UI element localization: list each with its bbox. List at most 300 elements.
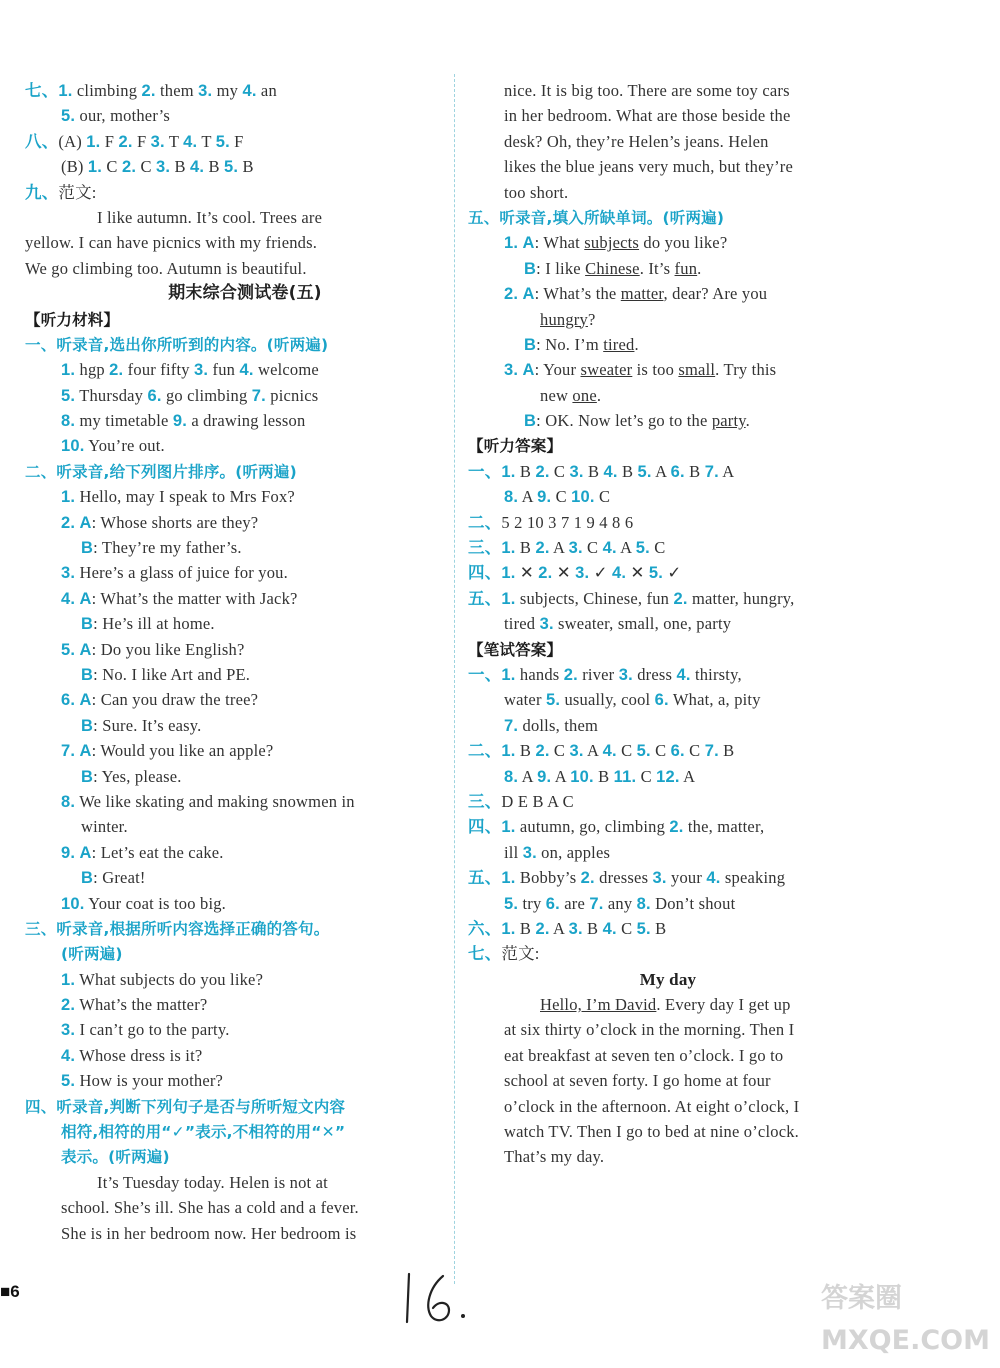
text-line bbox=[468, 992, 868, 1017]
text-segment: Here’s a glass of juice for you. bbox=[75, 563, 288, 583]
text-segment: B bbox=[593, 766, 614, 786]
text-line bbox=[25, 586, 445, 611]
item-number: 10. bbox=[61, 437, 85, 456]
item-number: A bbox=[522, 234, 535, 253]
text-line bbox=[25, 840, 445, 865]
text-segment: C bbox=[636, 766, 657, 786]
text-line bbox=[468, 941, 868, 966]
text-segment: C bbox=[649, 538, 666, 558]
text-segment: . bbox=[634, 334, 639, 354]
text-segment: sweater, small, one, party bbox=[553, 614, 732, 634]
text-segment: . bbox=[745, 411, 750, 431]
item-number: 四、 bbox=[468, 564, 502, 583]
item-number: 4. bbox=[183, 132, 198, 151]
text-segment: C bbox=[551, 487, 572, 507]
item-number: 4. bbox=[611, 564, 627, 583]
page-number-value: 6 bbox=[10, 1282, 20, 1301]
text-segment: That’s my day. bbox=[504, 1147, 605, 1167]
item-number: A bbox=[79, 589, 92, 608]
text-segment: How is your mother? bbox=[75, 1071, 224, 1091]
text-line bbox=[468, 383, 868, 408]
section-heading: 表示。(听两遍) bbox=[61, 1148, 170, 1167]
text-line bbox=[468, 154, 868, 179]
section-heading: 五、听录音,填入所缺单词。(听两遍) bbox=[468, 208, 725, 227]
text-line bbox=[25, 1017, 445, 1042]
item-number: A bbox=[79, 742, 92, 761]
item-number: A bbox=[522, 285, 535, 304]
text-line bbox=[468, 459, 868, 484]
section-heading: 二、听录音,给下列图片排序。(听两遍) bbox=[25, 462, 297, 481]
item-number: 6. bbox=[654, 691, 669, 710]
item-number: 5. bbox=[215, 132, 230, 151]
item-number: 4. bbox=[239, 361, 254, 380]
text-segment: school. She’s ill. She has a cold and a fever. bbox=[61, 1198, 359, 1218]
text-segment: : Your bbox=[534, 360, 581, 380]
text-line bbox=[25, 637, 445, 662]
item-number: 2. bbox=[118, 132, 133, 151]
text-segment: speaking bbox=[720, 868, 786, 888]
text-line bbox=[468, 764, 868, 789]
text-segment: Bobby’s bbox=[515, 868, 581, 888]
text-segment: : Whose shorts are they? bbox=[91, 512, 259, 532]
text-segment: , dear? Are you bbox=[663, 284, 768, 304]
text-line bbox=[468, 611, 868, 636]
text-segment: matter, hungry, bbox=[687, 588, 795, 608]
text-line bbox=[25, 814, 445, 839]
item-number: 8. bbox=[504, 488, 519, 507]
item-number: 9. bbox=[172, 412, 187, 431]
item-number: 5. bbox=[504, 894, 519, 913]
item-number: 3. bbox=[568, 919, 583, 938]
text-segment: : Do you like English? bbox=[91, 639, 245, 659]
item-number: 9. bbox=[537, 767, 552, 786]
text-segment: (B) bbox=[61, 157, 88, 177]
item-number: 1. bbox=[504, 234, 519, 253]
item-number: 2. bbox=[669, 818, 684, 837]
item-number: 8. bbox=[636, 894, 651, 913]
item-number: 五、 bbox=[468, 589, 502, 608]
text-segment: them bbox=[155, 81, 199, 100]
text-segment: our, mother’s bbox=[75, 106, 171, 126]
item-number: 1. bbox=[501, 742, 516, 761]
item-number: 2. bbox=[673, 589, 688, 608]
text-segment: We like skating and making snowmen in bbox=[75, 791, 355, 811]
item-number: 6. bbox=[670, 742, 685, 761]
text-segment: ✕ bbox=[626, 563, 649, 583]
text-segment: : Yes, please. bbox=[93, 766, 182, 786]
text-segment: : They’re my father’s. bbox=[93, 538, 242, 558]
item-number: 4. bbox=[603, 462, 618, 481]
item-number: 1. bbox=[61, 488, 76, 507]
item-number: A bbox=[79, 640, 92, 659]
text-segment: B bbox=[583, 461, 604, 481]
filled-answer: sweater bbox=[580, 360, 633, 380]
text-segment: What subjects do you like? bbox=[75, 969, 264, 989]
item-number: 9. bbox=[537, 488, 552, 507]
text-segment: fun bbox=[208, 360, 240, 380]
text-segment: picnics bbox=[265, 385, 319, 405]
item-number: 4. bbox=[602, 539, 617, 558]
text-segment: C bbox=[684, 741, 705, 761]
text-segment: likes the blue jeans very much, but they’re bbox=[504, 157, 794, 177]
item-number: 4. bbox=[602, 919, 617, 938]
text-line bbox=[25, 1170, 445, 1195]
item-number: 5. bbox=[224, 158, 239, 177]
filled-answer: fun bbox=[674, 258, 698, 278]
item-number: A bbox=[79, 691, 92, 710]
filled-answer: one bbox=[572, 385, 597, 405]
item-number: 8. bbox=[61, 412, 76, 431]
text-segment: D E B A C bbox=[501, 791, 574, 811]
item-number: A bbox=[522, 361, 535, 380]
section-title: 期末综合测试卷(五) bbox=[168, 283, 322, 304]
text-segment: autumn, go, climbing bbox=[515, 817, 670, 837]
text-line bbox=[25, 992, 445, 1017]
column-divider bbox=[454, 74, 455, 1284]
text-line bbox=[25, 484, 445, 509]
text-line bbox=[25, 764, 445, 789]
item-number: 3. bbox=[61, 564, 76, 583]
text-line bbox=[468, 103, 868, 128]
item-number: 3. bbox=[504, 361, 519, 380]
essay-title: My day bbox=[639, 969, 697, 989]
text-line bbox=[25, 1068, 445, 1093]
item-number: 六、 bbox=[468, 919, 502, 938]
text-line bbox=[25, 789, 445, 814]
text-segment: A bbox=[518, 487, 538, 507]
item-number: 8. bbox=[504, 767, 519, 786]
text-line bbox=[468, 1068, 868, 1093]
text-segment: the, matter, bbox=[683, 817, 765, 837]
item-number: 6. bbox=[545, 894, 560, 913]
item-number: 1. bbox=[87, 158, 103, 177]
text-line bbox=[25, 129, 445, 154]
text-line bbox=[468, 814, 868, 839]
text-segment: A bbox=[518, 766, 538, 786]
text-segment: tired bbox=[504, 614, 540, 634]
item-number: 7. bbox=[504, 716, 519, 735]
text-segment: . bbox=[596, 385, 602, 405]
text-segment: What, a, pity bbox=[668, 690, 761, 710]
text-segment: 范文: bbox=[58, 182, 97, 202]
item-number: 1. bbox=[501, 665, 516, 684]
item-number: 一、 bbox=[468, 665, 502, 684]
item-number: 1. bbox=[501, 589, 516, 608]
text-line bbox=[468, 78, 868, 103]
text-segment: try bbox=[518, 893, 546, 913]
item-number: 3. bbox=[569, 462, 584, 481]
item-number: 1. bbox=[61, 361, 76, 380]
filled-answer: small bbox=[678, 360, 716, 380]
item-number: 3. bbox=[652, 869, 667, 888]
text-line bbox=[25, 1119, 445, 1144]
text-line bbox=[468, 1043, 868, 1068]
text-segment: welcome bbox=[253, 360, 319, 380]
item-number: 7. bbox=[704, 462, 719, 481]
item-number: B bbox=[524, 412, 537, 431]
item-number: 10. bbox=[571, 488, 595, 507]
text-segment: . Try this bbox=[715, 360, 777, 380]
item-number: 7. bbox=[589, 894, 604, 913]
text-segment: my bbox=[212, 81, 243, 100]
item-number: 3. bbox=[194, 361, 209, 380]
text-segment: T bbox=[164, 131, 184, 151]
text-line bbox=[468, 180, 868, 205]
text-line bbox=[468, 789, 868, 814]
text-segment: Your coat is too big. bbox=[84, 893, 226, 913]
item-number: 5. bbox=[61, 107, 76, 126]
text-segment: B bbox=[515, 461, 536, 481]
filled-answer: party bbox=[711, 411, 746, 431]
item-number: 2. bbox=[535, 539, 550, 558]
text-segment: : No. I’m bbox=[536, 334, 604, 354]
filled-answer: subjects bbox=[584, 233, 640, 253]
text-line bbox=[468, 687, 868, 712]
text-segment: at six thirty o’clock in the morning. Then I bbox=[504, 1020, 795, 1040]
section-heading: 相符,相符的用“✓”表示,不相符的用“✕” bbox=[61, 1123, 346, 1142]
text-line bbox=[25, 941, 445, 966]
item-number: 二、 bbox=[468, 513, 502, 532]
item-number: 3. bbox=[522, 843, 537, 862]
item-number: 6. bbox=[147, 386, 162, 405]
text-line bbox=[468, 535, 868, 560]
text-segment: A bbox=[551, 766, 571, 786]
text-segment: B bbox=[170, 157, 191, 177]
text-line bbox=[25, 332, 445, 357]
text-line bbox=[25, 713, 445, 738]
section-heading: 四、听录音,判断下列句子是否与所听短文内容 bbox=[25, 1097, 346, 1116]
text-line bbox=[25, 1094, 445, 1119]
item-number: 6. bbox=[61, 691, 76, 710]
text-segment: on, apples bbox=[536, 842, 611, 862]
item-number: B bbox=[81, 716, 94, 735]
item-number: 2. bbox=[535, 462, 550, 481]
text-line bbox=[25, 891, 445, 916]
text-line bbox=[25, 459, 445, 484]
text-segment: : What’s the bbox=[534, 284, 621, 304]
item-number: 4. bbox=[242, 82, 257, 100]
item-number: 7. bbox=[251, 386, 266, 405]
item-number: 3. bbox=[568, 539, 583, 558]
item-number: 2. bbox=[61, 996, 76, 1015]
item-number: 9. bbox=[61, 843, 76, 862]
text-segment: hands bbox=[515, 664, 564, 684]
text-segment: B bbox=[582, 918, 603, 938]
text-segment: water bbox=[504, 690, 546, 710]
item-number: 1. bbox=[501, 539, 516, 558]
item-number: 4. bbox=[61, 1046, 76, 1065]
text-segment: : Sure. It’s easy. bbox=[93, 715, 202, 735]
text-line bbox=[25, 865, 445, 890]
text-segment: : OK. Now let’s go to the bbox=[536, 411, 712, 431]
item-number: 5. bbox=[545, 691, 561, 710]
text-segment: It’s Tuesday today. Helen is not at bbox=[97, 1172, 328, 1192]
item-number: B bbox=[81, 665, 94, 684]
item-number: 4. bbox=[190, 158, 205, 177]
item-number: 3. bbox=[155, 158, 171, 177]
item-number: 3. bbox=[198, 82, 213, 100]
text-line bbox=[25, 78, 445, 103]
text-line bbox=[25, 180, 445, 205]
text-line bbox=[468, 916, 868, 941]
text-line bbox=[468, 738, 868, 763]
item-number: 1. bbox=[86, 132, 101, 151]
item-number: 三、 bbox=[468, 792, 502, 811]
text-segment: eat breakfast at seven ten o’clock. I go to bbox=[504, 1045, 784, 1065]
text-segment: my timetable bbox=[75, 411, 173, 431]
text-line bbox=[468, 433, 868, 458]
item-number: B bbox=[524, 259, 537, 278]
text-segment: do you like? bbox=[639, 233, 728, 253]
text-segment: Don’t shout bbox=[650, 893, 736, 913]
text-segment: You’re out. bbox=[84, 436, 165, 456]
text-segment: climbing bbox=[72, 81, 142, 100]
text-line bbox=[25, 510, 445, 535]
text-segment: ✕ bbox=[552, 563, 576, 583]
item-number: 1. bbox=[501, 869, 516, 888]
item-number: 2. bbox=[141, 82, 156, 100]
text-segment: B bbox=[684, 461, 705, 481]
text-line bbox=[25, 687, 445, 712]
item-number: 7. bbox=[61, 742, 76, 761]
text-line bbox=[468, 637, 868, 662]
item-number: B bbox=[81, 615, 94, 634]
text-segment: ill bbox=[504, 842, 523, 862]
text-segment: She is in her bedroom now. Her bedroom is bbox=[61, 1223, 357, 1243]
text-segment: F bbox=[132, 131, 151, 151]
text-segment: B bbox=[515, 918, 536, 938]
text-segment: in her bedroom. What are those beside the bbox=[504, 106, 791, 126]
item-number: 五、 bbox=[468, 869, 502, 888]
text-segment: go climbing bbox=[161, 385, 252, 405]
text-line bbox=[25, 383, 445, 408]
item-number: 11. bbox=[613, 767, 637, 786]
text-segment: F bbox=[229, 131, 244, 151]
text-segment: winter. bbox=[81, 817, 128, 837]
text-line bbox=[25, 560, 445, 585]
text-segment: new bbox=[540, 385, 573, 405]
text-line bbox=[468, 891, 868, 916]
item-number: 4. bbox=[61, 589, 76, 608]
item-number: 1. bbox=[501, 564, 516, 583]
text-segment: : I like bbox=[536, 258, 586, 278]
text-segment: nice. It is big too. There are some toy cars bbox=[504, 81, 790, 100]
text-segment: thirsty, bbox=[690, 664, 742, 684]
text-line bbox=[25, 535, 445, 560]
text-line bbox=[25, 230, 445, 255]
text-line bbox=[468, 586, 868, 611]
text-segment: A bbox=[718, 461, 735, 481]
text-line bbox=[25, 256, 445, 281]
text-segment: school at seven forty. I go home at four bbox=[504, 1071, 771, 1091]
item-number: 5. bbox=[648, 564, 664, 583]
item-number: 2. bbox=[109, 361, 124, 380]
text-segment: B bbox=[204, 157, 225, 177]
text-line bbox=[25, 1043, 445, 1068]
text-segment: ✕ bbox=[515, 563, 539, 583]
text-segment: A bbox=[651, 461, 671, 481]
item-number: 1. bbox=[58, 82, 73, 100]
text-segment: B bbox=[515, 741, 536, 761]
text-segment: dress bbox=[632, 664, 677, 684]
text-line bbox=[468, 332, 868, 357]
text-segment: We go climbing too. Autumn is beautiful. bbox=[25, 258, 307, 278]
text-segment: A bbox=[679, 766, 696, 786]
text-line bbox=[468, 281, 868, 306]
text-line bbox=[468, 840, 868, 865]
item-number: 3. bbox=[150, 132, 165, 151]
item-number: 2. bbox=[563, 665, 578, 684]
section-label: 【听力材料】 bbox=[25, 310, 120, 329]
text-line bbox=[468, 662, 868, 687]
item-number: 一、 bbox=[468, 462, 502, 481]
item-number: 2. bbox=[504, 285, 519, 304]
item-number: 3. bbox=[575, 564, 590, 583]
text-segment: A bbox=[549, 538, 569, 558]
text-segment: : What’s the matter with Jack? bbox=[91, 588, 298, 608]
text-segment: B bbox=[650, 918, 667, 938]
item-number: 8. bbox=[61, 792, 76, 811]
text-line bbox=[468, 408, 868, 433]
text-line bbox=[25, 357, 445, 382]
text-segment: A bbox=[583, 741, 603, 761]
filled-answer: matter bbox=[620, 284, 664, 304]
text-line bbox=[25, 1144, 445, 1169]
section-heading: 一、听录音,选出你所听到的内容。(听两遍) bbox=[25, 335, 329, 354]
text-segment: 范文: bbox=[501, 944, 540, 964]
item-number: 5. bbox=[61, 1072, 76, 1091]
text-segment: I can’t go to the party. bbox=[75, 1020, 230, 1040]
text-segment: : Would you like an apple? bbox=[91, 741, 274, 761]
item-number: 3. bbox=[618, 665, 633, 684]
item-number: 3. bbox=[569, 742, 584, 761]
text-segment: subjects, Chinese, fun bbox=[515, 588, 674, 608]
text-segment: o’clock in the afternoon. At eight o’clock, I bbox=[504, 1096, 800, 1116]
text-segment: A bbox=[616, 538, 636, 558]
item-number: 2. bbox=[61, 513, 76, 532]
item-number: 4. bbox=[676, 665, 691, 684]
item-number: 5. bbox=[636, 919, 651, 938]
text-line bbox=[25, 967, 445, 992]
item-number: 2. bbox=[121, 158, 137, 177]
item-number: 2. bbox=[535, 919, 550, 938]
item-number: 5. bbox=[61, 640, 76, 659]
text-segment: hgp bbox=[75, 360, 110, 380]
text-segment: . Every day I get up bbox=[656, 995, 791, 1015]
text-segment: : Can you draw the tree? bbox=[91, 690, 259, 710]
item-number: B bbox=[524, 335, 537, 354]
text-segment: : What bbox=[534, 233, 585, 253]
item-number: 1. bbox=[501, 919, 516, 938]
filled-answer: tired bbox=[603, 334, 635, 354]
text-line bbox=[25, 154, 445, 179]
text-segment: T bbox=[197, 131, 216, 151]
item-number: 10. bbox=[61, 894, 85, 913]
text-segment: I like autumn. It’s cool. Trees are bbox=[97, 207, 323, 227]
item-number: 7. bbox=[704, 742, 719, 761]
item-number: 5. bbox=[61, 386, 76, 405]
text-segment: usually, cool bbox=[560, 690, 655, 710]
text-segment: C bbox=[650, 741, 671, 761]
section-heading: (听两遍) bbox=[61, 945, 123, 964]
text-line bbox=[468, 230, 868, 255]
text-line bbox=[468, 713, 868, 738]
text-line bbox=[468, 357, 868, 382]
text-segment: yellow. I can have picnics with my friends. bbox=[25, 233, 318, 253]
item-number: 九、 bbox=[25, 183, 59, 202]
item-number: 二、 bbox=[468, 742, 502, 761]
right-column bbox=[468, 78, 868, 1170]
